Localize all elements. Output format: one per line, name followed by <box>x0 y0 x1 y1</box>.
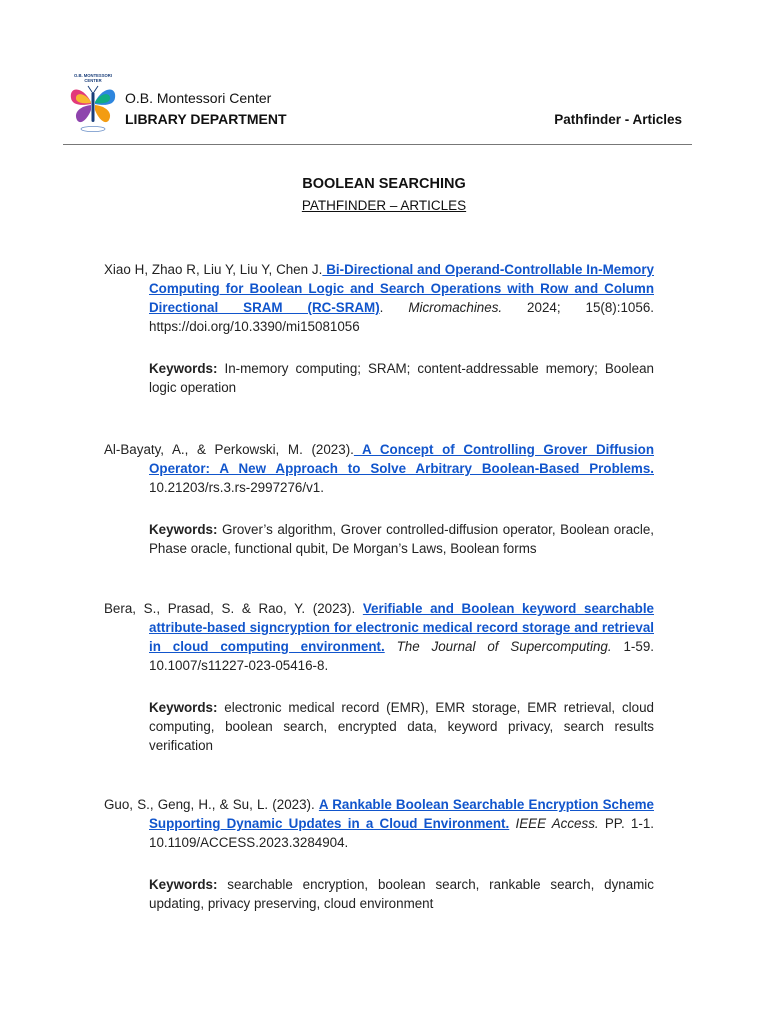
department-name: LIBRARY DEPARTMENT <box>125 111 287 127</box>
keywords-label: Keywords: <box>149 361 218 376</box>
citation-details: 2024; 15(8):1056. https://doi.org/10.3390/mi15081056 <box>149 300 654 334</box>
article-title-link[interactable]: Verifiable and Boolean keyword searchable attribute-based signcryption for electronic medical record storage and retrieval in cloud computing environment. <box>149 601 655 654</box>
keywords-text: In-memory computing; SRAM; content-addressable memory; Boolean logic operation <box>149 361 654 395</box>
citation-authors: Al-Bayaty, A., & Perkowski, M. (2023). <box>104 442 354 457</box>
keywords <box>149 520 654 558</box>
journal-name: IEEE Access. <box>515 816 599 831</box>
svg-text:CENTER: CENTER <box>84 78 102 83</box>
page-title: BOOLEAN SEARCHING <box>302 176 466 192</box>
citation-authors: Xiao H, Zhao R, Liu Y, Liu Y, Chen J. <box>104 262 323 277</box>
organization-name: O.B. Montessori Center <box>125 90 272 106</box>
butterfly-logo-icon <box>67 72 119 134</box>
page-subtitle: PATHFINDER – ARTICLES <box>301 198 467 213</box>
citation <box>104 599 654 675</box>
journal-name: The Journal of Supercomputing. <box>396 639 612 654</box>
article-entry <box>104 599 654 755</box>
article-entry <box>104 440 654 558</box>
citation <box>104 260 654 336</box>
citation-authors: Guo, S., Geng, H., & Su, L. (2023). <box>104 797 315 812</box>
citation-after-link: 10.21203/rs.3.rs-2997276/v1. <box>149 480 324 495</box>
page-header <box>63 72 692 145</box>
article-entry <box>104 795 654 913</box>
keywords <box>149 698 654 755</box>
article-entry <box>104 260 654 397</box>
keywords <box>149 875 654 913</box>
keywords <box>149 359 654 397</box>
keywords-text: Grover’s algorithm, Grover controlled-diffusion operator, Boolean oracle, Phase oracle, functional qubit, De Morgan’s Laws, Boolean forms <box>149 522 654 556</box>
header-divider <box>63 144 692 145</box>
citation-details: PP. 1-1. 10.1109/ACCESS.2023.3284904. <box>149 816 654 850</box>
keywords-label: Keywords: <box>149 877 218 892</box>
citation-details: 1-59. 10.1007/s11227-023-05416-8. <box>149 639 654 673</box>
citation <box>104 440 654 497</box>
article-title-link[interactable]: A Rankable Boolean Searchable Encryption Scheme Supporting Dynamic Updates in a Cloud Environment. <box>149 797 654 831</box>
keywords-text: searchable encryption, boolean search, rankable search, dynamic updating, privacy preserving, cloud environment <box>149 877 654 911</box>
journal-name: Micromachines. <box>408 300 503 315</box>
article-title-link[interactable]: A Concept of Controlling Grover Diffusion Operator: A New Approach to Solve Arbitrary Boolean-Based Problems. <box>149 442 654 476</box>
keywords-label: Keywords: <box>149 700 218 715</box>
article-title-link[interactable]: Bi-Directional and Operand-Controllable In-Memory Computing for Boolean Logic and Search Operations with Row and Column Directional SRAM (RC-SRAM) <box>149 262 654 315</box>
document-type-label: Pathfinder - Articles <box>554 112 682 127</box>
svg-text:O.B. MONTESSORI: O.B. MONTESSORI <box>74 73 112 78</box>
citation-after-link <box>385 639 397 654</box>
keywords-label: Keywords: <box>149 522 218 537</box>
citation-authors: Bera, S., Prasad, S. & Rao, Y. (2023). <box>104 601 356 616</box>
citation <box>104 795 654 852</box>
keywords-text: electronic medical record (EMR), EMR storage, EMR retrieval, cloud computing, boolean search, encrypted data, keyword privacy, search results verification <box>149 700 654 753</box>
citation-after-link: . <box>379 300 409 315</box>
